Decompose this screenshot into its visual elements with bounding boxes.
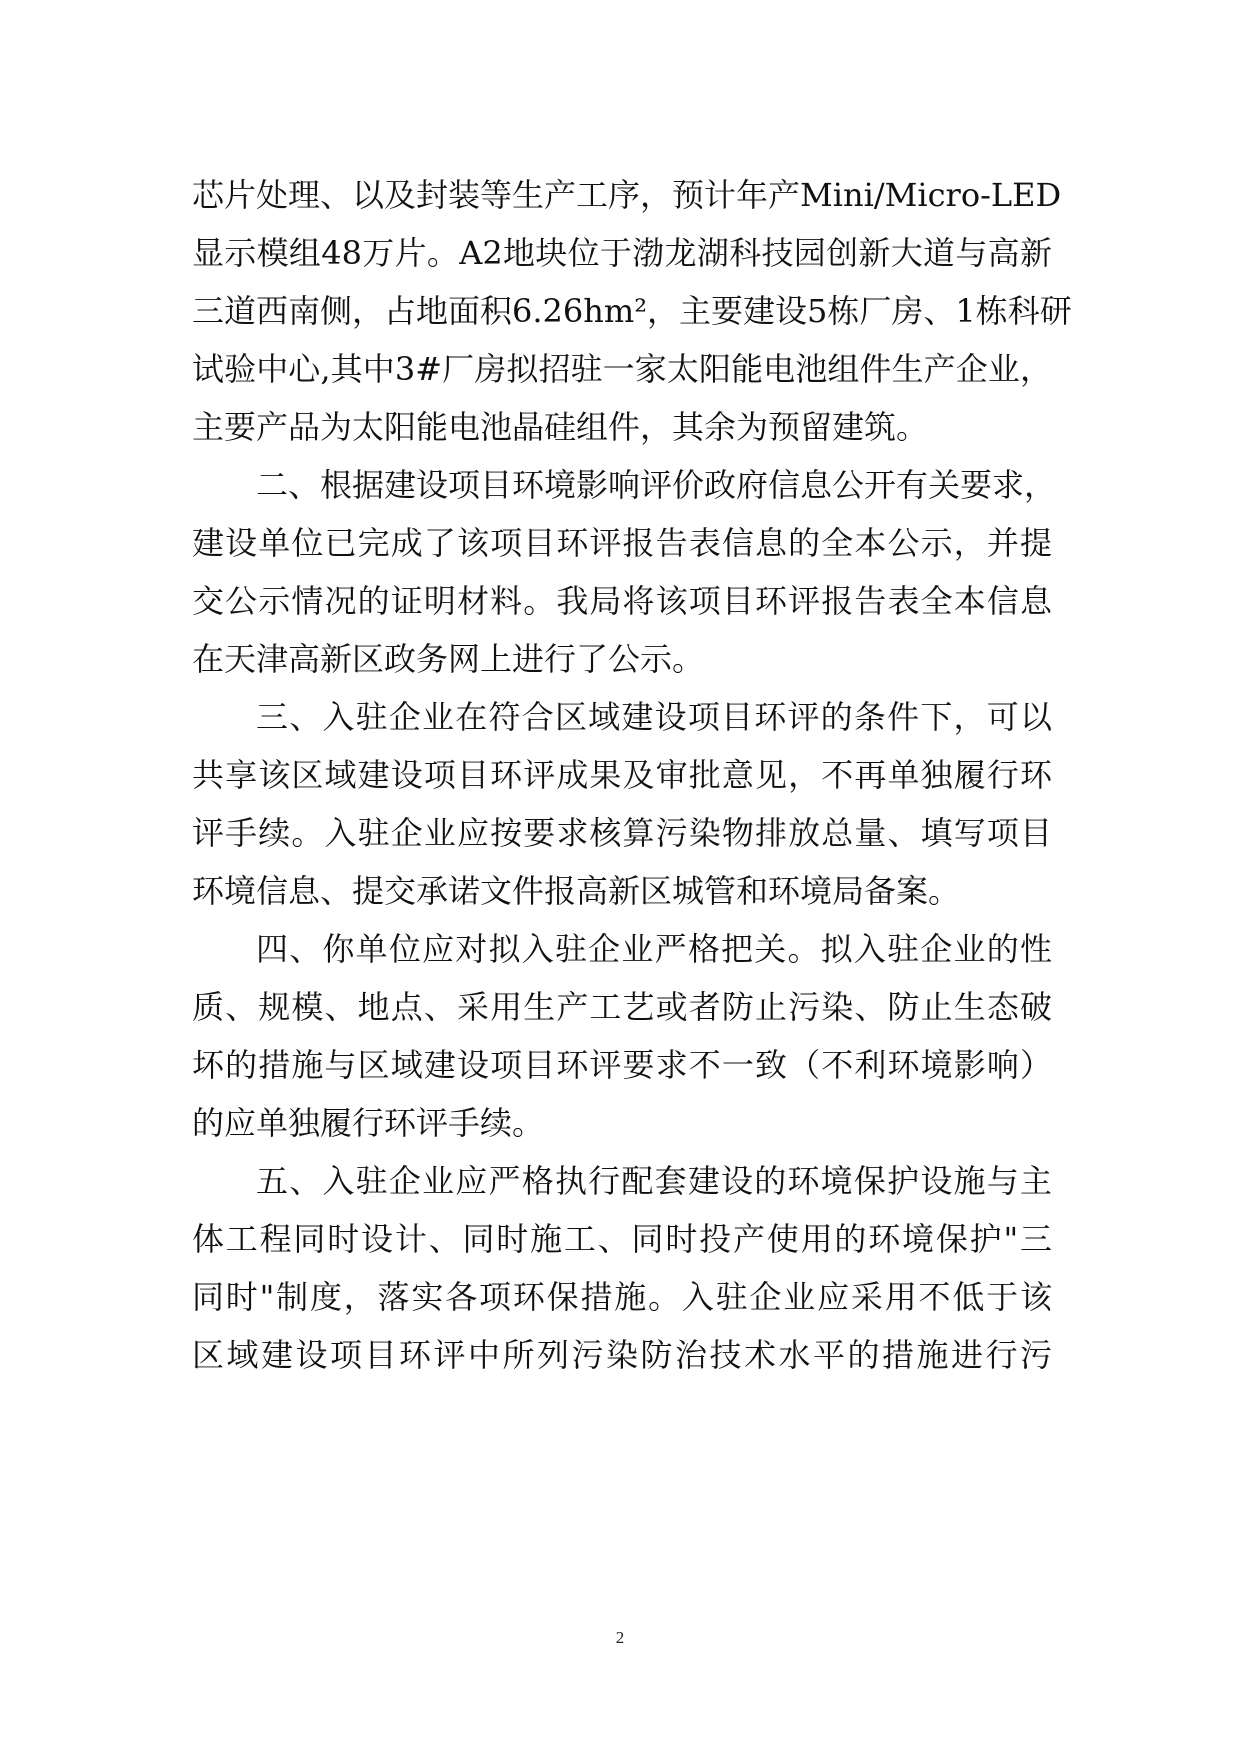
text-line: 共享该区域建设项目环评成果及审批意见，不再单独履行环 — [192, 756, 1052, 794]
paragraph-2 — [192, 456, 1057, 688]
body-text — [192, 166, 1072, 1384]
text-line: 体工程同时设计、同时施工、同时投产使用的环境保护"三 — [192, 1220, 1052, 1258]
text-line: 五、入驻企业应严格执行配套建设的环境保护设施与主 — [256, 1162, 1052, 1200]
text-line: 的应单独履行环评手续。 — [192, 1104, 545, 1142]
paragraph-continued — [192, 166, 1072, 456]
text-line: 二、根据建设项目环境影响评价政府信息公开有关要求， — [256, 466, 1057, 504]
text-line: 评手续。入驻企业应按要求核算污染物排放总量、填写项目 — [192, 814, 1052, 852]
page-number: 2 — [615, 1628, 625, 1647]
text-line: 试验中心,其中3#厂房拟招驻一家太阳能电池组件生产企业， — [192, 350, 1052, 388]
text-line: 芯片处理、以及封装等生产工序，预计年产Mini/Micro-LED — [192, 176, 1062, 214]
text-line: 三、入驻企业在符合区域建设项目环评的条件下，可以 — [256, 698, 1052, 736]
text-line: 区域建设项目环评中所列污染防治技术水平的措施进行污 — [192, 1336, 1052, 1374]
text-line: 坏的措施与区域建设项目环评要求不一致（不利环境影响） — [192, 1046, 1052, 1084]
text-line: 质、规模、地点、采用生产工艺或者防止污染、防止生态破 — [192, 988, 1052, 1026]
text-line: 四、你单位应对拟入驻企业严格把关。拟入驻企业的性 — [256, 930, 1052, 968]
text-line: 建设单位已完成了该项目环评报告表信息的全本公示，并提 — [192, 524, 1052, 562]
paragraph-3 — [192, 688, 1052, 920]
text-line: 同时"制度，落实各项环保措施。入驻企业应采用不低于该 — [192, 1278, 1052, 1316]
text-line: 三道西南侧，占地面积6.26hm²，主要建设5栋厂房、1栋科研 — [192, 292, 1072, 330]
text-line: 交公示情况的证明材料。我局将该项目环评报告表全本信息 — [192, 582, 1052, 620]
text-line: 显示模组48万片。A2地块位于渤龙湖科技园创新大道与高新 — [192, 234, 1052, 272]
text-line: 在天津高新区政务网上进行了公示。 — [192, 640, 705, 678]
text-line: 环境信息、提交承诺文件报高新区城管和环境局备案。 — [192, 872, 961, 910]
text-line: 主要产品为太阳能电池晶硅组件，其余为预留建筑。 — [192, 408, 929, 446]
paragraph-4 — [192, 920, 1052, 1152]
paragraph-5 — [192, 1152, 1052, 1384]
